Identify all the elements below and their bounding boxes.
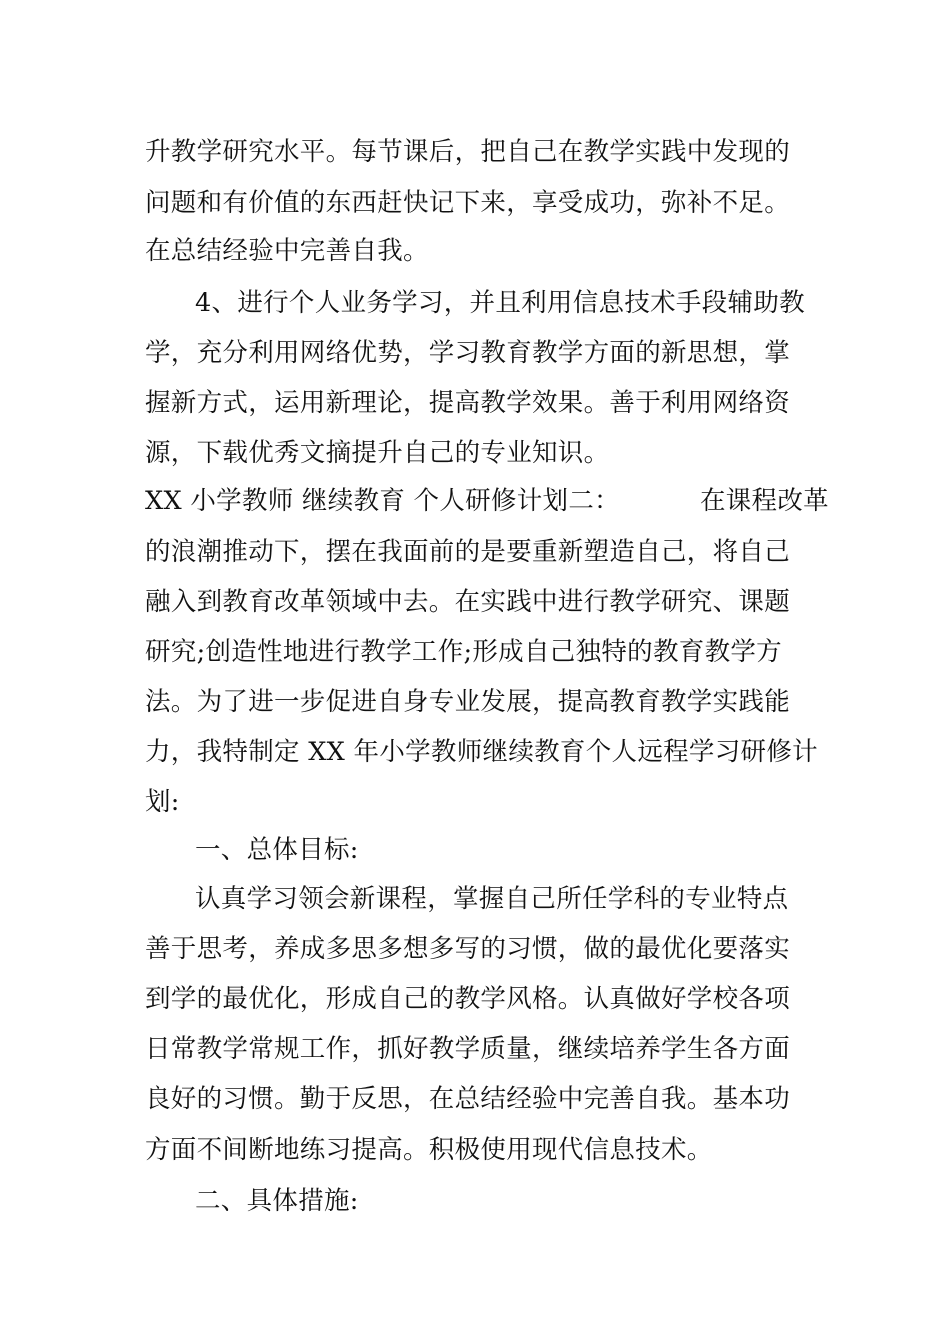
text-line: 问题和有价值的东西赶快记下来，享受成功，弥补不足。 <box>145 188 791 218</box>
text-line: 源，下载优秀文摘提升自己的专业知识。 <box>145 438 610 468</box>
section-heading-line <box>145 484 829 518</box>
text-line: 升教学研究水平。每节课后，把自己在教学实践中发现的 <box>145 137 791 167</box>
text-line: 善于思考，养成多思多想多写的习惯，做的最优化要落实 <box>145 934 791 964</box>
text-line: 的浪潮推动下，摆在我面前的是要重新塑造自己，将自己 <box>145 537 791 567</box>
text-line: 4、进行个人业务学习，并且利用信息技术手段辅助教 <box>195 288 805 318</box>
text-line: 划: <box>145 787 180 817</box>
text-line: 方面不间断地练习提高。积极使用现代信息技术。 <box>145 1135 713 1165</box>
text-fragment: 在课程改革 <box>699 486 829 516</box>
text-line: 融入到教育改革领域中去。在实践中进行教学研究、课题 <box>145 587 791 617</box>
text-line: 握新方式，运用新理论，提高教学效果。善于利用网络资 <box>145 388 791 418</box>
section-heading: XX 小学教师 继续教育 个人研修计划二： <box>145 486 620 516</box>
text-line: 学，充分利用网络优势，学习教育教学方面的新思想，掌 <box>145 338 791 368</box>
text-line: 在总结经验中完善自我。 <box>145 236 429 266</box>
text-line: 良好的习惯。勤于反思，在总结经验中完善自我。基本功 <box>145 1084 791 1114</box>
text-line: 法。为了进一步促进自身专业发展，提高教育教学实践能 <box>145 687 791 717</box>
subheading: 一、总体目标: <box>195 835 359 865</box>
text-line: 认真学习领会新课程，掌握自己所任学科的专业特点 <box>195 884 789 914</box>
text-line: 研究;创造性地进行教学工作;形成自己独特的教育教学方 <box>145 637 782 667</box>
text-line: 日常教学常规工作，抓好教学质量，继续培养学生各方面 <box>145 1034 791 1064</box>
subheading: 二、具体措施: <box>195 1186 359 1216</box>
text-line: 到学的最优化，形成自己的教学风格。认真做好学校各项 <box>145 984 791 1014</box>
text-line: 力，我特制定 XX 年小学教师继续教育个人远程学习研修计 <box>145 737 818 767</box>
